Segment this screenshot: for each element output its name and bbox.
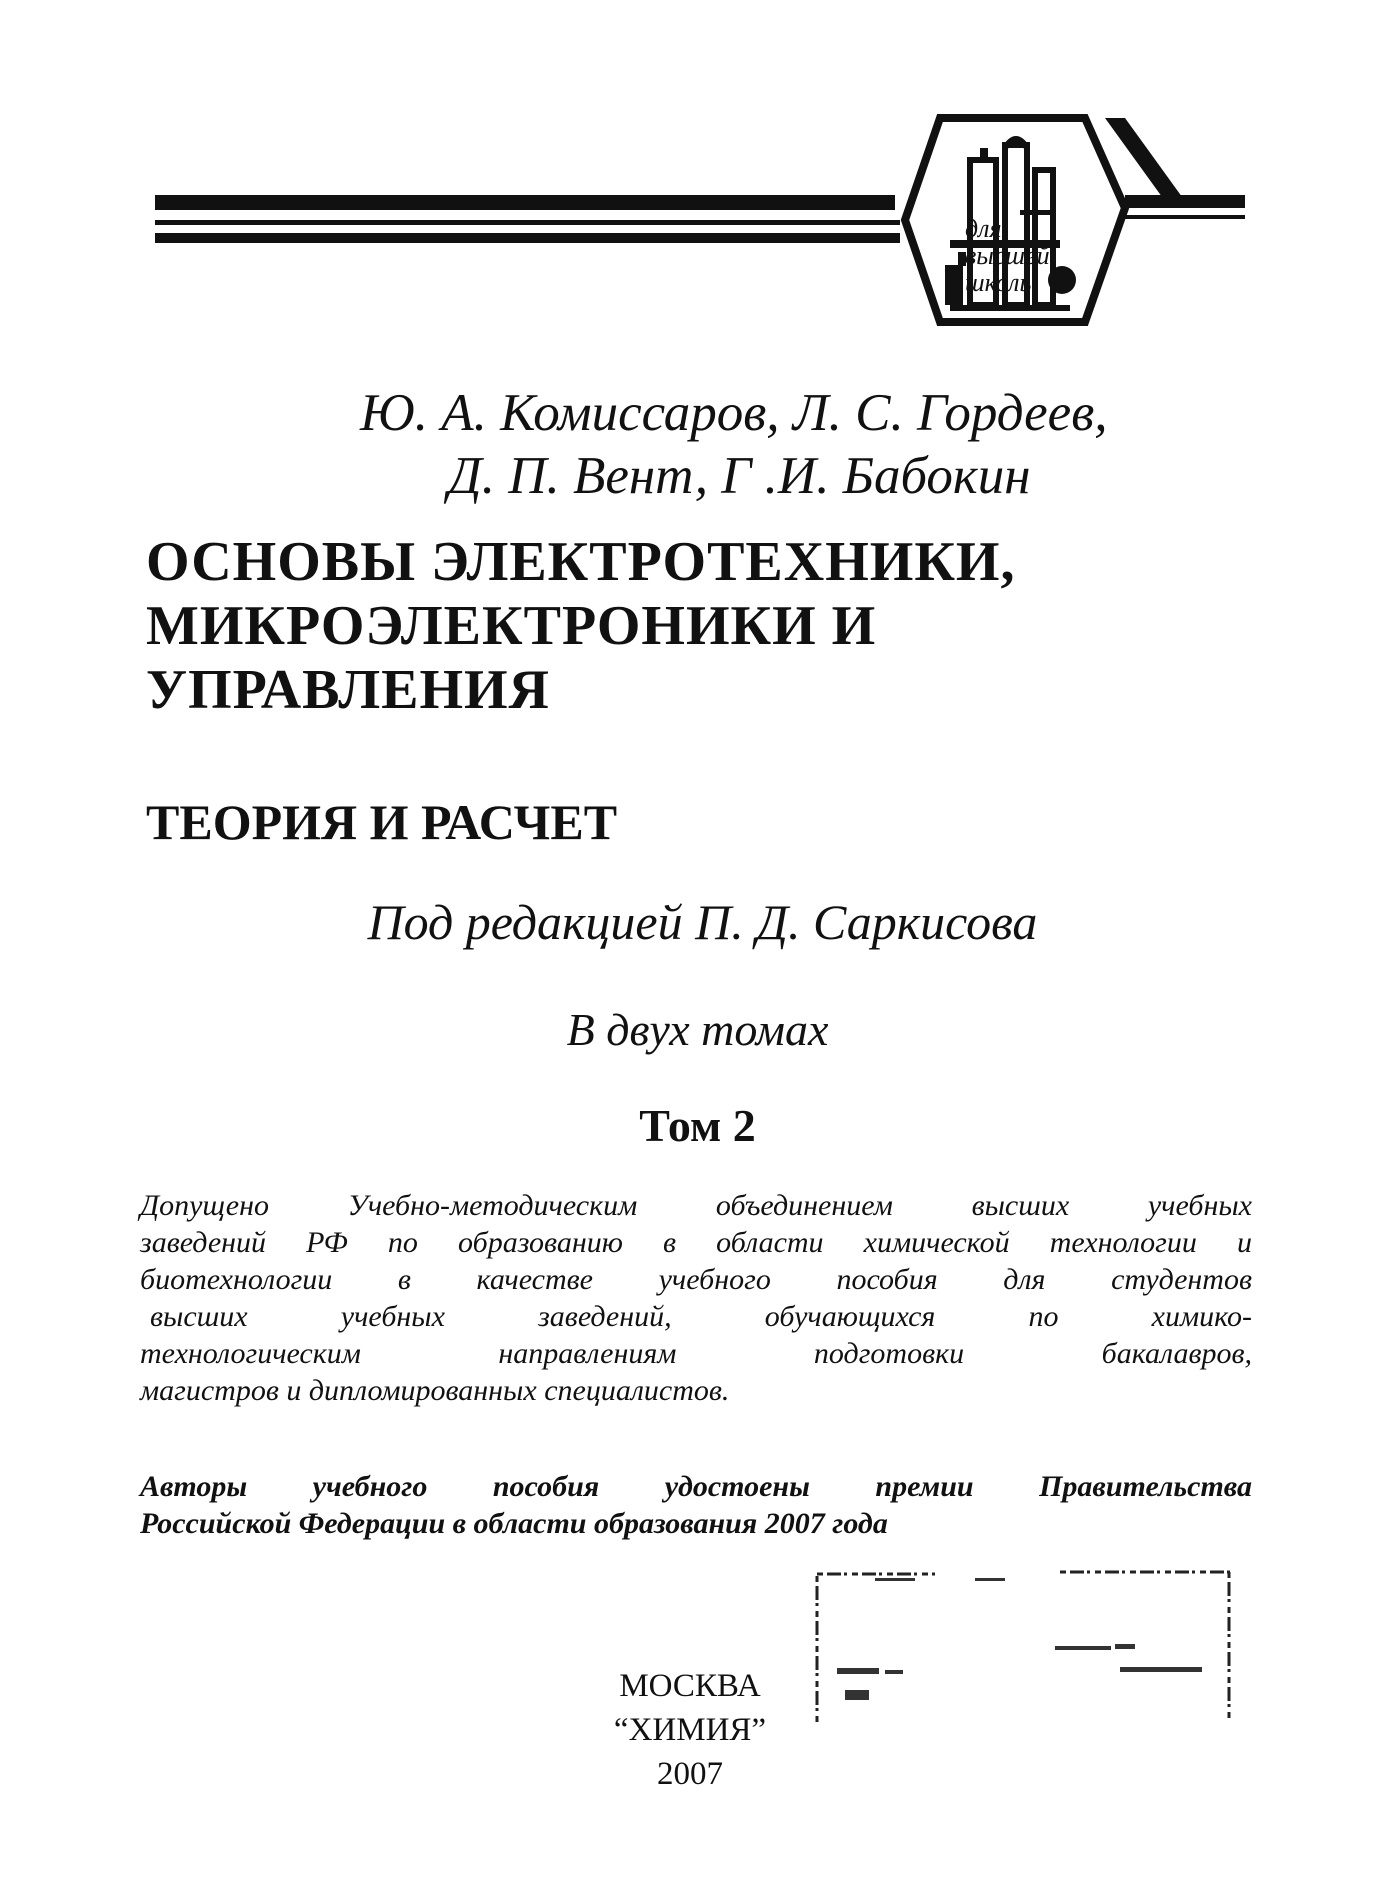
stamp-icon [815, 1568, 1235, 1728]
series-caption-line: для [965, 214, 1002, 243]
chemical-plant-emblem-icon [150, 110, 1250, 340]
book-subtitle: ТЕОРИЯ И РАСЧЕТ [146, 794, 618, 850]
book-title-line: УПРАВЛЕНИЯ [146, 659, 550, 721]
library-stamp [815, 1568, 1235, 1728]
approval-line: биотехнологии в качестве учебного пособия для студентов [140, 1263, 1252, 1296]
imprint [590, 1664, 790, 1796]
series-caption-line: школы [965, 268, 1038, 297]
editor-credit: Под редакцией П. Д. Саркисова [367, 894, 1038, 950]
imprint-year: 2007 [657, 1756, 723, 1792]
approval-paragraph [140, 1187, 1252, 1409]
award-line: Авторы учебного пособия удостоены премии Правительства [140, 1470, 1252, 1503]
approval-line: технологическим направлениям подготовки бакалавров, [140, 1337, 1252, 1370]
authors-line: Ю. А. Комиссаров, Л. С. Гордеев, [360, 384, 1108, 442]
approval-line: заведений РФ по образованию в области химической технологии и [140, 1226, 1252, 1259]
authors [360, 382, 1260, 508]
series-caption [965, 215, 1085, 296]
book-title-line: МИКРОЭЛЕКТРОНИКИ И [146, 595, 877, 657]
series-caption-line: высшей [965, 241, 1050, 270]
imprint-city: МОСКВА [619, 1668, 761, 1704]
approval-line: магистров и дипломированных специалистов. [140, 1374, 730, 1407]
award-line: Российской Федерации в области образования 2007 года [140, 1507, 888, 1540]
book-title-line: ОСНОВЫ ЭЛЕКТРОТЕХНИКИ, [146, 531, 1016, 593]
award-note [140, 1468, 1252, 1542]
authors-line: Д. П. Вент, Г .И. Бабокин [448, 447, 1031, 505]
volume-number: Том 2 [639, 1100, 756, 1151]
book-title [146, 530, 1276, 722]
series-logo [150, 110, 1250, 340]
approval-line: высших учебных заведений, обучающихся по химико- [150, 1300, 1252, 1333]
imprint-publisher: “ХИМИЯ” [613, 1712, 767, 1748]
volumes-note: В двух томах [566, 1004, 829, 1055]
approval-line: Допущено Учебно-методическим объединением высших учебных [140, 1189, 1252, 1222]
